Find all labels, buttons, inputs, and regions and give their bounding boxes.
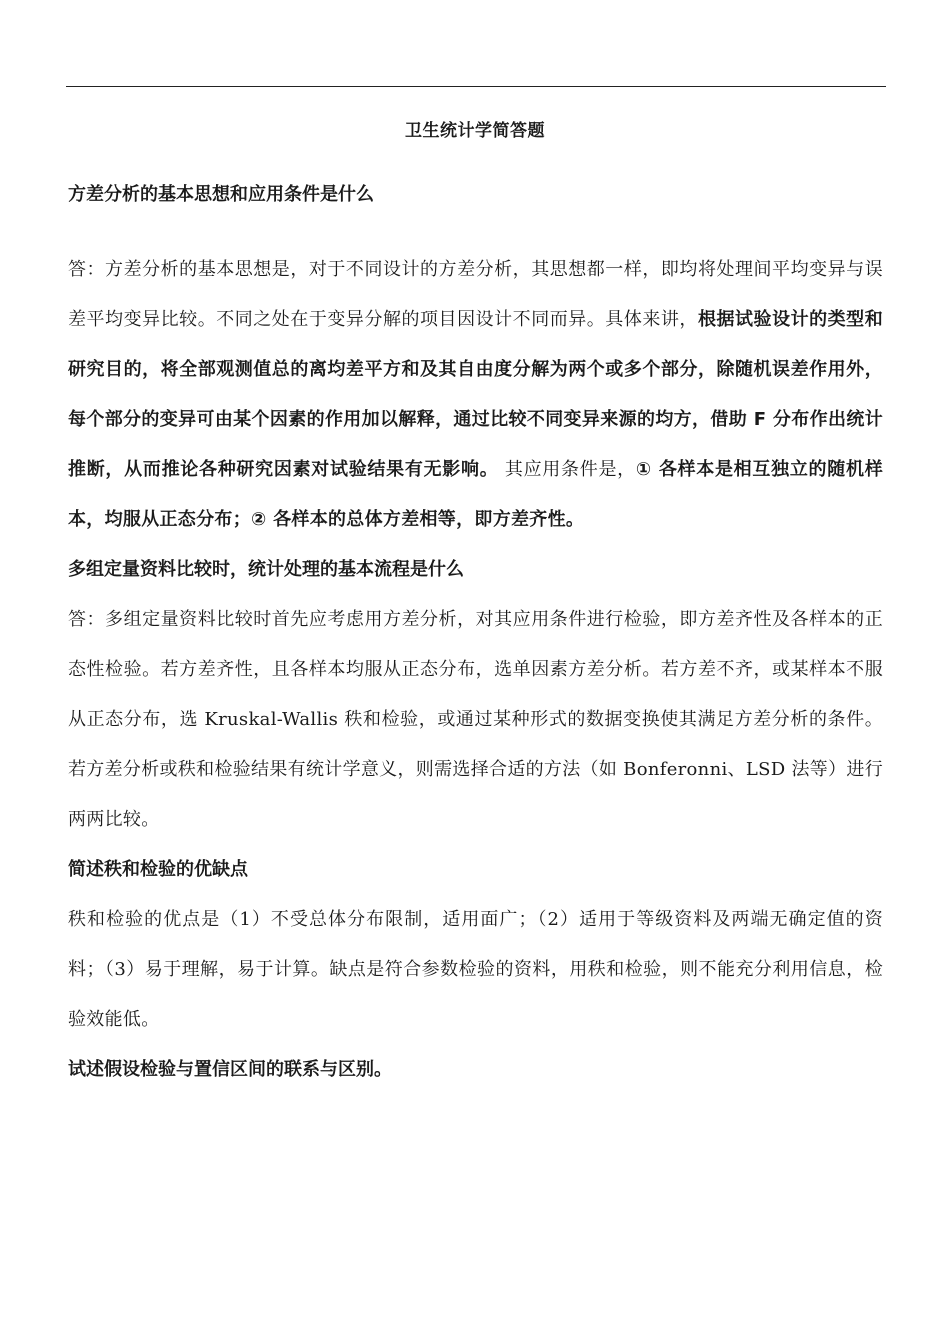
answer-1-bold-a: 根据试验设计的类型和研究目的，将全部观测值总的离均差平方和及其自由度分解为两个或多个部分，除随机误差作用外，每个部分的变异可由某个因素的作用加以解释，通过比较不同变异来源的均方，借助 F 分布作出统计推断，从而推论各种研究因素对试验结果有无影响。 — [68, 309, 884, 480]
document-body — [68, 178, 883, 1095]
answer-1-text-b: 其应用条件是， — [498, 459, 636, 480]
document-title: 卫生统计学简答题 — [405, 121, 545, 141]
question-heading-2: 多组定量资料比较时，统计处理的基本流程是什么 — [68, 559, 464, 580]
answer-1-text-a: 答：方差分析的基本思想是，对于不同设计的方差分析，其思想都一样，即均将处理间平均变异与误差平均变异比较。不同之处在于变异分解的项目因设计不同而异。具体来讲， — [68, 259, 883, 330]
header-rule — [66, 86, 886, 87]
answer-1-bold-b: ① 各样本是相互独立的随机样本，均服从正态分布；② 各样本的总体方差相等，即方差齐性。 — [68, 459, 883, 530]
question-heading-3: 简述秩和检验的优缺点 — [68, 859, 248, 880]
question-heading-1: 方差分析的基本思想和应用条件是什么 — [68, 184, 374, 205]
answer-paragraph-3: 秩和检验的优点是（1）不受总体分布限制，适用面广；（2）适用于等级资料及两端无确定值的资料；（3）易于理解，易于计算。缺点是符合参数检验的资料，用秩和检验，则不能充分利用信息，检验效能低。 — [68, 909, 883, 1030]
answer-paragraph-2: 答：多组定量资料比较时首先应考虑用方差分析，对其应用条件进行检验，即方差齐性及各样本的正态性检验。若方差齐性，且各样本均服从正态分布，选单因素方差分析。若方差不齐，或某样本不服从正态分布，选 Kruskal-Wallis 秩和检验，或通过某种形式的数据变换使其满足方差分析的条件。若方差分析或秩和检验结果有统计学意义，则需选择合适的方法（如 Bonferonni、LSD 法等）进行两两比较。 — [68, 609, 883, 830]
answer-paragraph-1 — [68, 245, 883, 545]
question-heading-4: 试述假设检验与置信区间的联系与区别。 — [68, 1059, 392, 1080]
